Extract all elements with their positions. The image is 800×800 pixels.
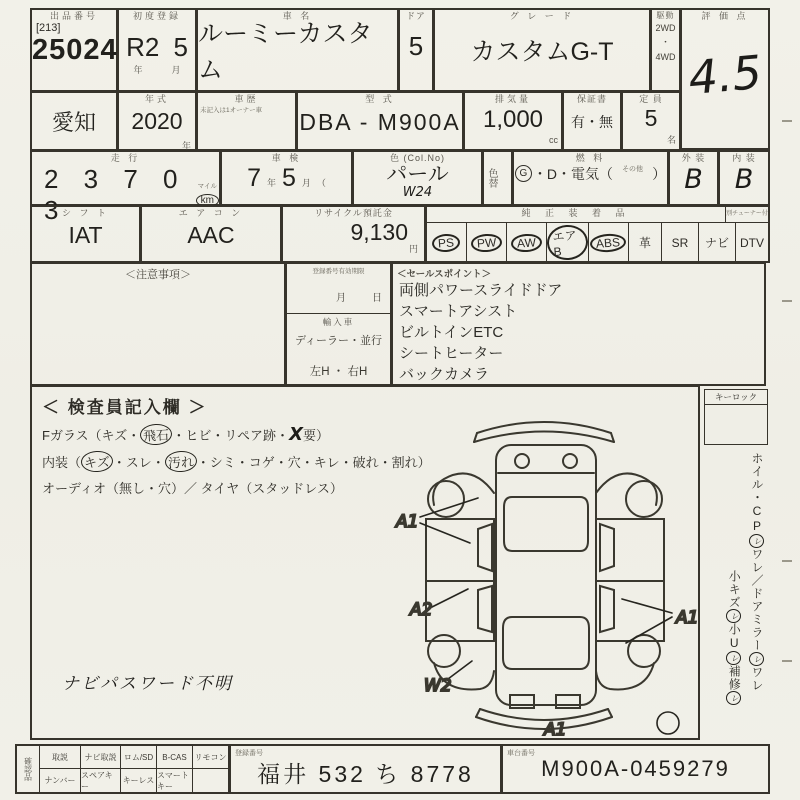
shift-value: IAT — [68, 222, 103, 249]
strip-check-3: レ — [726, 609, 741, 623]
car-name-label: 車 名 — [282, 11, 313, 21]
equipment-label: 純 正 装 着 品 — [521, 208, 631, 218]
door-label: ドア — [406, 11, 426, 21]
inspection-year-unit: 年 — [266, 177, 276, 188]
strip-check-1: レ — [749, 534, 764, 548]
wheel-mirror-line — [745, 452, 768, 737]
chassis-number-cell — [501, 744, 770, 794]
displacement-cell — [463, 91, 563, 151]
import-value: ディーラー・並行 — [294, 335, 383, 347]
lot-code: [213] — [36, 21, 61, 34]
equipment-item-3: エアB — [546, 224, 589, 262]
score-label: 評 価 点 — [701, 11, 749, 21]
color-value: パール — [386, 162, 449, 186]
fuel-label: 燃 料 — [575, 153, 606, 163]
handwritten-navi-note: ナビパスワード不明 — [62, 674, 233, 694]
color-code: W24 — [402, 184, 433, 200]
accessories-check-block — [15, 744, 230, 794]
aircon-value: AAC — [187, 222, 235, 249]
wheel-mirror-strip — [706, 452, 768, 737]
strip-small-scratch: 小キズ — [727, 570, 742, 609]
mileage-value: 2 3 7 0 3 — [44, 163, 187, 225]
check-number-plate: ナンバー — [44, 776, 76, 785]
strip-check-5: レ — [726, 691, 741, 705]
warranty-value: 有・無 — [571, 113, 613, 130]
model-year-label: 年式 — [144, 94, 169, 104]
registration-number-cell — [229, 744, 502, 794]
recycle-fee-label: リサイクル預託金 — [314, 208, 393, 218]
check-bcas: B-CAS — [156, 746, 192, 769]
score-cell — [680, 8, 770, 150]
equipment-item-2: AW — [510, 232, 542, 252]
strip-repair: 補修 — [727, 665, 742, 691]
registration-number-value: 福井 532 ち 8778 — [257, 761, 474, 787]
interior-text-1: 内装（ — [42, 455, 82, 470]
capacity-value: 5 — [644, 105, 658, 132]
first-registration-label: 初度登録 — [132, 11, 181, 21]
color-cell — [352, 150, 483, 206]
damage-mark-a1-left: A1 — [396, 512, 419, 532]
sales-point-4: シートヒーター — [399, 345, 504, 362]
model-year-cell — [117, 91, 197, 151]
color-change-cell — [482, 150, 513, 206]
exterior-grade-cell — [668, 150, 719, 206]
first-registration-month-unit: 月 — [171, 64, 181, 75]
lot-number-cell — [30, 8, 118, 92]
capacity-label: 定 員 — [639, 94, 663, 104]
equipment-item-4: ABS — [590, 232, 627, 252]
aircon-cell — [140, 205, 282, 263]
import-label: 輸入車 — [322, 317, 355, 327]
small-damage-line — [722, 452, 745, 737]
equipment-item-1: PW — [470, 232, 503, 252]
model-code-label: 型 式 — [365, 94, 395, 104]
lot-number-label: 出品番号 — [49, 11, 98, 21]
first-registration-month: 5 — [173, 31, 188, 62]
history-cell — [196, 91, 297, 151]
model-code-cell — [296, 91, 464, 151]
inspector-section — [30, 385, 700, 740]
mileage-unit-km: km — [196, 194, 219, 207]
check-navi-manual: ナビ取説 — [80, 746, 120, 769]
damage-mark-w2: W2 — [424, 676, 452, 696]
model-year-unit: 年 — [181, 140, 191, 151]
check-keyless: キーレス — [120, 769, 156, 792]
displacement-unit: cc — [549, 134, 558, 145]
inspection-paren: （ — [316, 177, 326, 188]
drive-dot: ・ — [660, 37, 670, 48]
shift-cell — [30, 205, 141, 263]
grade-label: グ レ ー ド — [509, 11, 575, 21]
damage-mark-a1-rear: A1 — [544, 720, 567, 740]
fuel-close-paren: ） — [652, 165, 667, 182]
car-name-cell — [196, 8, 399, 92]
mileage-label: 走 行 — [110, 153, 141, 163]
capacity-unit: 名 — [666, 134, 676, 145]
prefecture-value: 愛知 — [51, 109, 96, 135]
equipment-item-6: SR — [671, 235, 689, 250]
exterior-grade-value: B — [684, 164, 703, 196]
grade-value: カスタムG-T — [470, 37, 614, 66]
inspection-month: 5 — [281, 163, 296, 192]
equipment-cell — [425, 205, 770, 263]
chassis-number-label: 車台番号 — [507, 750, 535, 757]
grade-cell — [433, 8, 651, 92]
notes-cell — [30, 262, 286, 386]
keylock-label: キーロック — [705, 390, 767, 405]
glass-text-3: 要） — [302, 428, 329, 443]
reg-expiry-month: 月 — [336, 293, 346, 304]
fuel-gasoline: G — [515, 165, 532, 182]
damage-mark-a2: A2 — [410, 600, 433, 620]
check-rom-sd: ロム/SD — [120, 746, 156, 769]
recycle-fee-cell — [281, 205, 426, 263]
sales-point-1: 両側パワースライドドア — [399, 282, 563, 299]
drive-cell — [650, 8, 681, 92]
inspector-title: ＜ 検査員記入欄 ＞ — [42, 398, 208, 417]
shift-label: シ フ ト — [61, 208, 109, 218]
equipment-item-5: 革 — [638, 236, 651, 250]
equipment-item-0: PS — [432, 233, 461, 253]
score-value: 4.5 — [686, 44, 764, 105]
history-label: 車歴 — [234, 94, 259, 104]
sales-point-3: ビルトインETC — [399, 324, 504, 341]
damage-mark-a1-right: A1 — [676, 608, 699, 628]
color-change-label: 色替 — [486, 168, 497, 188]
reg-expiry-day: 日 — [372, 293, 382, 304]
notes-label: ＜注意事項＞ — [125, 269, 191, 281]
door-cell — [398, 8, 434, 92]
inspection-cell — [220, 150, 353, 206]
strip-check-2: レ — [749, 652, 764, 666]
first-registration-cell — [117, 8, 197, 92]
fuel-cell — [512, 150, 669, 206]
reg-expiry-label: 登録番号有効期限 — [312, 268, 365, 275]
page-edge-mark — [782, 300, 792, 302]
mid-column — [285, 262, 392, 386]
glass-circled-stone-chip: 飛石 — [140, 423, 173, 446]
color-label: 色 (Col.No) — [389, 153, 445, 163]
check-manual: 取説 — [40, 746, 80, 769]
inspection-year: 7 — [247, 163, 261, 192]
car-damage-diagram — [384, 401, 704, 741]
strip-wheel-cp-text: ホイル・CP — [750, 452, 764, 534]
interior-text-2: ・スレ・ — [112, 455, 165, 470]
sales-points-label: ＜セールスポイント＞ — [397, 269, 492, 280]
interior-grade-value: B — [734, 164, 754, 196]
strip-small-u: 小U — [727, 623, 742, 651]
interior-circled-scratch: キズ — [80, 450, 113, 473]
check-spare-key: スペアキー — [80, 769, 120, 792]
interior-grade-cell — [718, 150, 770, 206]
fuel-options: ・D・電気（ — [532, 165, 614, 182]
sales-points-cell — [391, 262, 766, 386]
car-name-value: ルーミーカスタム — [198, 19, 373, 84]
sales-point-5: バックカメラ — [399, 366, 490, 383]
drive-2wd: 2WD — [655, 22, 676, 33]
glass-handwritten-x: X — [289, 424, 303, 445]
interior-circled-dirt: 汚れ — [164, 450, 197, 473]
aircon-label: エ ア コ ン — [178, 208, 244, 218]
inspection-label: 車 検 — [271, 153, 302, 163]
interior-grade-label: 内 装 — [732, 153, 756, 163]
keylock-cell — [704, 389, 768, 445]
capacity-cell — [621, 91, 681, 151]
check-remote: リモコン — [192, 746, 228, 769]
check-empty — [192, 769, 228, 792]
page-edge-mark — [782, 120, 792, 122]
displacement-label: 排気量 — [494, 94, 531, 104]
exterior-grade-label: 外 装 — [681, 153, 706, 163]
handle-position: 左H ・ 右H — [309, 366, 368, 378]
first-registration-year-unit: 年 — [133, 64, 143, 75]
first-registration-year: R2 — [126, 31, 160, 62]
model-year-value: 2020 — [131, 108, 183, 135]
equipment-item-7: ナビ — [704, 236, 729, 250]
model-code-value: DBA - M900A — [299, 109, 461, 136]
drive-4wd: 4WD — [655, 51, 676, 62]
displacement-value: 1,000 — [482, 105, 544, 133]
recycle-fee-value: 9,130 — [350, 218, 408, 245]
page-edge-mark — [782, 560, 792, 562]
sales-point-2: スマートアシスト — [399, 303, 518, 320]
equipment-sub-label: 別チューナー付 — [725, 207, 768, 222]
strip-crack-text: ワレ — [750, 666, 764, 692]
warranty-label: 保証書 — [576, 94, 607, 104]
equipment-item-8: DTV — [740, 235, 764, 250]
audio-tire-line: オーディオ（無し・穴）／ タイヤ（スタッドレス） — [42, 481, 343, 496]
warranty-cell — [562, 91, 622, 151]
lot-number-value: 25024 — [32, 33, 118, 66]
prefecture-cell — [30, 91, 118, 151]
inspection-month-unit: 月 — [301, 177, 311, 188]
chassis-number-value: M900A-0459279 — [541, 756, 730, 781]
history-note: 未記入は1オーナー車 — [200, 106, 263, 114]
page-edge-mark — [782, 660, 792, 662]
interior-text-3: ・シミ・コゲ・穴・キレ・破れ・割れ） — [196, 455, 431, 470]
glass-text-2: ・ヒビ・リペア跡・ — [172, 428, 290, 443]
strip-check-4: レ — [726, 651, 741, 665]
check-smart-key: スマートキー — [156, 769, 192, 792]
door-value: 5 — [408, 31, 424, 62]
drive-label: 駆動 — [656, 11, 675, 20]
mileage-unit-mile: マイル — [197, 183, 218, 191]
fuel-other: その他 — [622, 165, 644, 173]
glass-text-1: Fガラス（キズ・ — [42, 428, 141, 443]
registration-number-label: 登録番号 — [235, 750, 263, 757]
strip-mirror-text: ワレ／ドアミラー — [750, 548, 764, 652]
accessories-label: 確認品 — [17, 746, 40, 792]
recycle-fee-unit: 円 — [408, 243, 418, 254]
